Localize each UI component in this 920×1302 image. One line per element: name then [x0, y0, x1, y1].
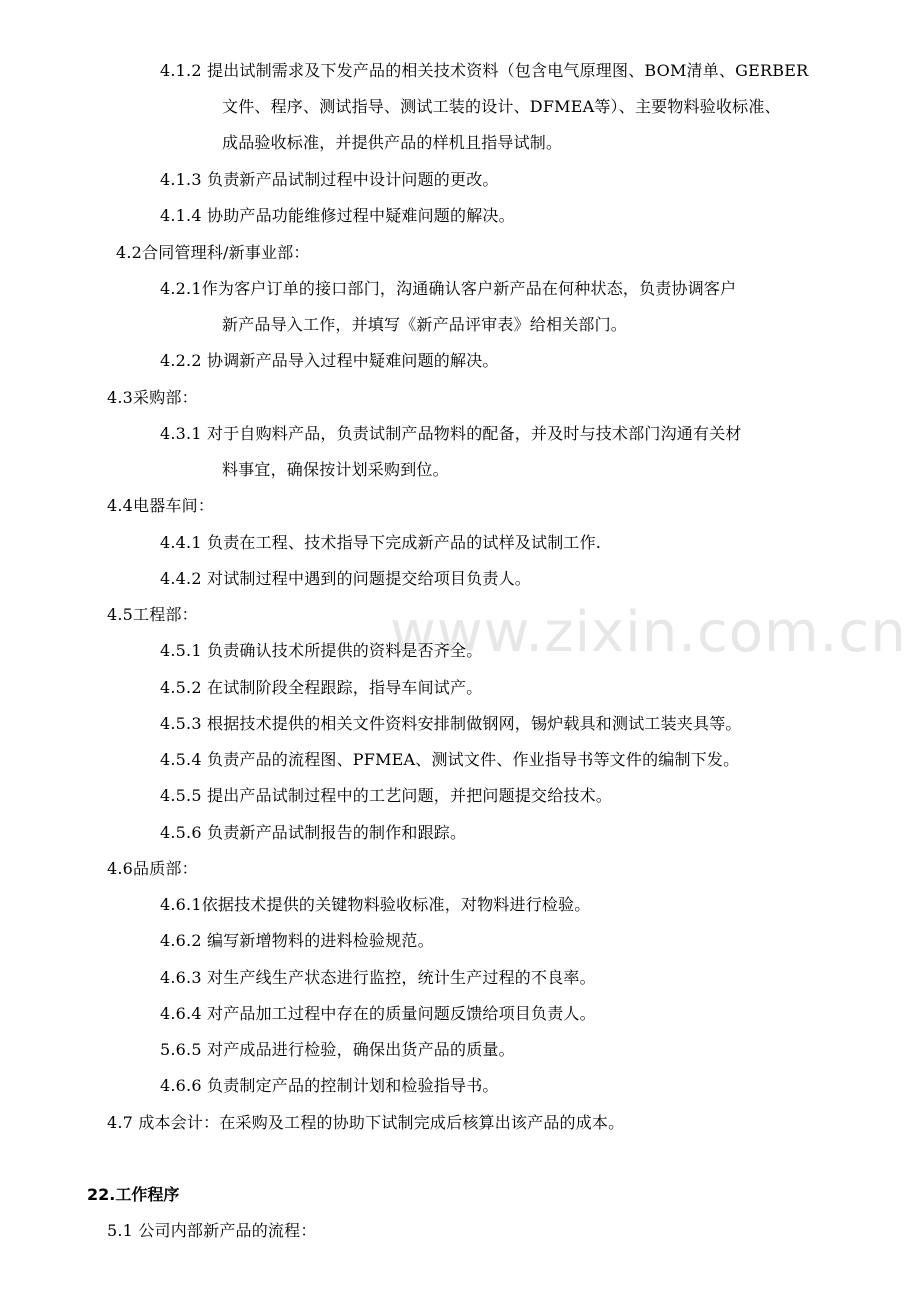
clause-4-1-2: 4.1.2 提出试制需求及下发产品的相关技术资料（包含电气原理图、BOM清单、GERBER — [160, 61, 809, 80]
clause-5-6-5: 5.6.5 对产成品进行检验，确保出货产品的质量。 — [160, 1040, 515, 1059]
section-4-4: 4.4电器车间： — [107, 496, 215, 515]
clause-4-5-5: 4.5.5 提出产品试制过程中的工艺问题，并把问题提交给技术。 — [160, 786, 612, 805]
clause-4-2-1: 4.2.1作为客户订单的接口部门，沟通确认客户新产品在何种状态，负责协调客户 — [160, 279, 737, 298]
clause-4-4-2: 4.4.2 对试制过程中遇到的问题提交给项目负责人。 — [160, 569, 531, 588]
clause-5-1: 5.1 公司内部新产品的流程： — [107, 1221, 317, 1240]
heading-work-procedure: 22.工作程序 — [87, 1185, 180, 1204]
clause-4-1-4: 4.1.4 协助产品功能维修过程中疑难问题的解决。 — [160, 206, 515, 225]
clause-4-5-3: 4.5.3 根据技术提供的相关文件资料安排制做钢网，锡炉载具和测试工装夹具等。 — [160, 714, 742, 733]
clause-4-5-1: 4.5.1 负责确认技术所提供的资料是否齐全。 — [160, 641, 483, 660]
clause-4-6-6: 4.6.6 负责制定产品的控制计划和检验指导书。 — [160, 1076, 499, 1095]
clause-4-3-1: 4.3.1 对于自购料产品，负责试制产品物料的配备，并及时与技术部门沟通有关材 — [160, 424, 742, 443]
clause-4-6-3: 4.6.3 对生产线生产状态进行监控，统计生产过程的不良率。 — [160, 968, 596, 987]
section-4-3: 4.3采购部： — [107, 388, 198, 407]
clause-4-5-6: 4.5.6 负责新产品试制报告的制作和跟踪。 — [160, 823, 467, 842]
clause-4-4-1: 4.4.1 负责在工程、技术指导下完成新产品的试样及试制工作. — [160, 533, 602, 552]
section-4-5: 4.5工程部： — [107, 605, 198, 624]
clause-4-1-2-cont-1: 文件、程序、测试指导、测试工装的设计、DFMEA等）、主要物料验收标准、 — [222, 97, 781, 116]
clause-4-2-1-cont: 新产品导入工作，并填写《新产品评审表》给相关部门。 — [222, 315, 628, 334]
section-4-2: 4.2合同管理科/新事业部： — [116, 243, 310, 262]
clause-4-6-2: 4.6.2 编写新增物料的进料检验规范。 — [160, 931, 434, 950]
clause-4-1-3: 4.1.3 负责新产品试制过程中设计问题的更改。 — [160, 170, 499, 189]
section-4-6: 4.6品质部： — [107, 859, 198, 878]
clause-4-5-2: 4.5.2 在试制阶段全程跟踪，指导车间试产。 — [160, 678, 483, 697]
clause-4-6-4: 4.6.4 对产品加工过程中存在的质量问题反馈给项目负责人。 — [160, 1004, 596, 1023]
clause-4-2-2: 4.2.2 协调新产品导入过程中疑难问题的解决。 — [160, 351, 499, 370]
section-4-7: 4.7 成本会计：在采购及工程的协助下试制完成后核算出该产品的成本。 — [107, 1113, 625, 1132]
clause-4-1-2-cont-2: 成品验收标准，并提供产品的样机且指导试制。 — [222, 133, 563, 152]
clause-4-3-1-cont: 料事宜，确保按计划采购到位。 — [222, 460, 449, 479]
clause-4-5-4: 4.5.4 负责产品的流程图、PFMEA、测试文件、作业指导书等文件的编制下发。 — [160, 750, 740, 769]
watermark: www.zixin.com.cn — [390, 600, 907, 665]
clause-4-6-1: 4.6.1依据技术提供的关键物料验收标准，对物料进行检验。 — [160, 895, 591, 914]
